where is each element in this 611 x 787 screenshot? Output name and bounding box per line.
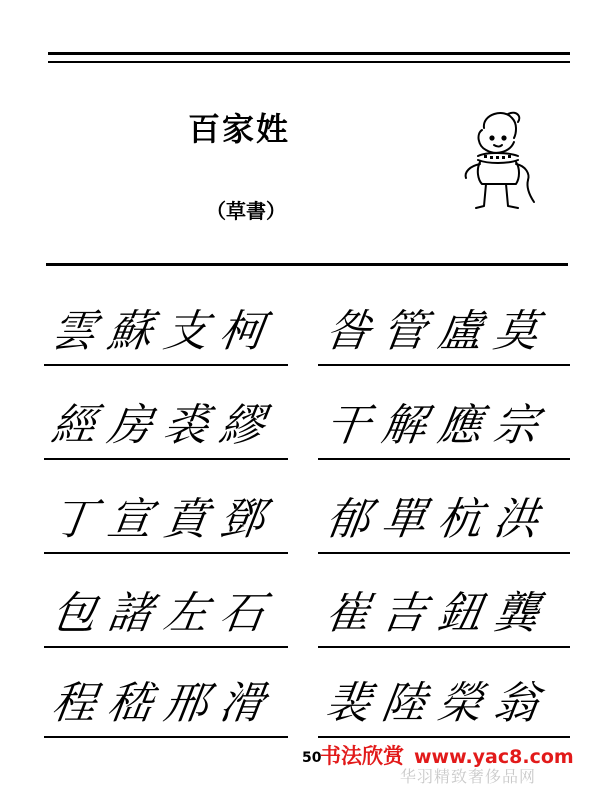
- calligraphy-row-right-1: [318, 290, 570, 366]
- row-baseline: [44, 552, 288, 554]
- calligraphy-row-left-5: [44, 662, 288, 738]
- brand-name: 书法欣赏: [320, 744, 404, 768]
- top-rule-thick: [48, 52, 570, 55]
- calligraphy-row-left-3: [44, 478, 288, 554]
- watermark: 华羽精致奢侈品网: [400, 767, 537, 786]
- calligraphy-text: 郁單杭洪: [322, 494, 554, 545]
- calligraphy-text: 干解應宗: [322, 400, 554, 451]
- row-baseline: [44, 646, 288, 648]
- calligraphy-text: 經房裘繆: [48, 400, 280, 451]
- row-baseline: [44, 458, 288, 460]
- section-rule: [46, 263, 568, 266]
- calligraphy-row-left-2: [44, 384, 288, 460]
- page-title: 百家姓: [188, 110, 291, 148]
- calligraphy-text: 裴陸榮翁: [322, 678, 554, 729]
- top-rule-thin: [48, 61, 570, 63]
- calligraphy-text: 雲蘇支柯: [48, 306, 280, 357]
- row-baseline: [318, 646, 570, 648]
- child-figure-icon: [456, 108, 546, 220]
- calligraphy-text: 崔吉鈕龔: [322, 588, 554, 639]
- row-baseline: [44, 364, 288, 366]
- calligraphy-row-right-3: [318, 478, 570, 554]
- calligraphy-row-left-4: [44, 572, 288, 648]
- row-baseline: [318, 364, 570, 366]
- calligraphy-row-right-5: [318, 662, 570, 738]
- row-baseline: [318, 736, 570, 738]
- site-url[interactable]: www.yac8.com: [414, 746, 574, 768]
- row-baseline: [318, 458, 570, 460]
- calligraphy-row-right-2: [318, 384, 570, 460]
- calligraphy-row-right-4: [318, 572, 570, 648]
- row-baseline: [44, 736, 288, 738]
- page-number: 50: [302, 750, 322, 766]
- calligraphy-text: 程嵇邢滑: [48, 678, 280, 729]
- calligraphy-text: 丁宣賁鄧: [48, 494, 280, 545]
- calligraphy-row-left-1: [44, 290, 288, 366]
- row-baseline: [318, 552, 570, 554]
- page-subtitle: （草書）: [206, 199, 286, 223]
- calligraphy-text: 包諸左石: [48, 588, 280, 639]
- calligraphy-text: 昝管盧莫: [322, 306, 554, 357]
